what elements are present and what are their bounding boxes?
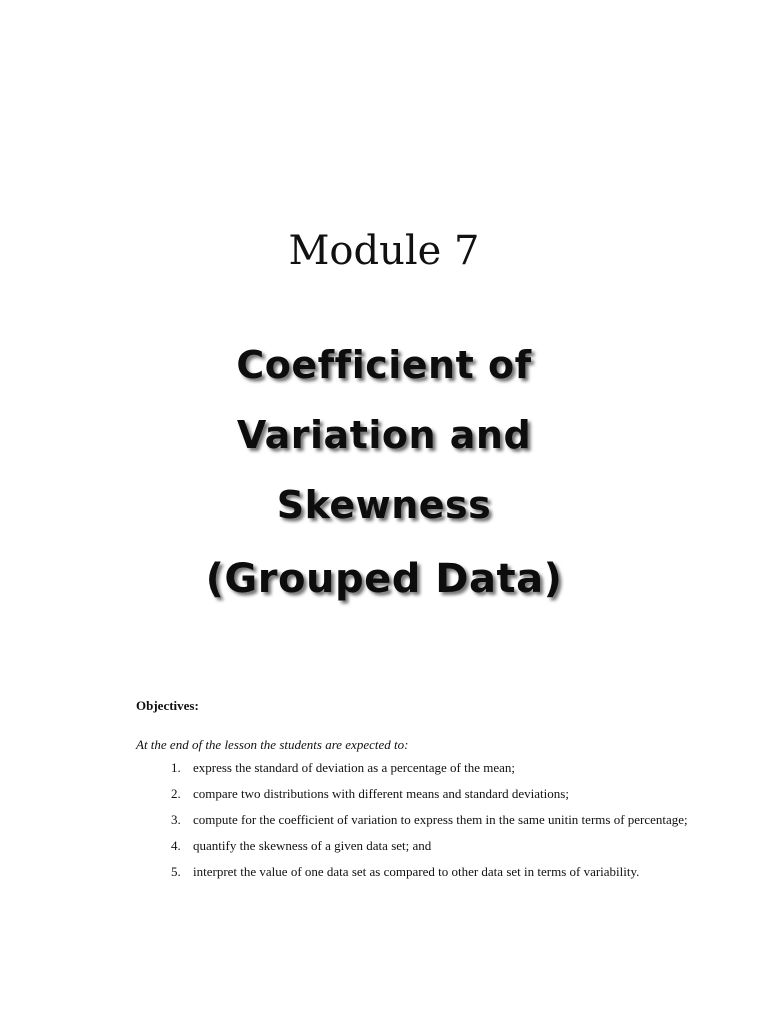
list-item-number: 5. <box>171 864 181 879</box>
list-item-number: 2. <box>171 786 181 801</box>
objectives-list <box>136 759 696 880</box>
objectives-section <box>136 698 696 889</box>
list-item <box>136 837 696 854</box>
list-item-text: compute for the coefficient of variation to express them in the same unitin terms of percentage; <box>193 812 688 827</box>
title-line: Skewness <box>276 483 492 527</box>
list-item-text: express the standard of deviation as a percentage of the mean; <box>193 760 515 775</box>
list-item-number: 4. <box>171 838 181 853</box>
title-line: Variation and <box>236 413 532 457</box>
module-label: Module 7 <box>288 228 480 274</box>
list-item-text: compare two distributions with different means and standard deviations; <box>193 786 569 801</box>
page-title <box>0 330 768 614</box>
title-line: Coefficient of <box>236 343 532 387</box>
list-item <box>136 811 696 828</box>
list-item <box>136 785 696 802</box>
list-item <box>136 863 696 880</box>
title-line: (Grouped Data) <box>205 556 563 602</box>
objectives-heading: Objectives: <box>136 698 199 713</box>
list-item-text: interpret the value of one data set as compared to other data set in terms of variability. <box>193 864 640 879</box>
list-item-text: quantify the skewness of a given data set; and <box>193 838 432 853</box>
list-item-number: 3. <box>171 812 181 827</box>
list-item <box>136 759 696 776</box>
objectives-intro: At the end of the lesson the students are expected to: <box>136 737 409 752</box>
list-item-number: 1. <box>171 760 181 775</box>
